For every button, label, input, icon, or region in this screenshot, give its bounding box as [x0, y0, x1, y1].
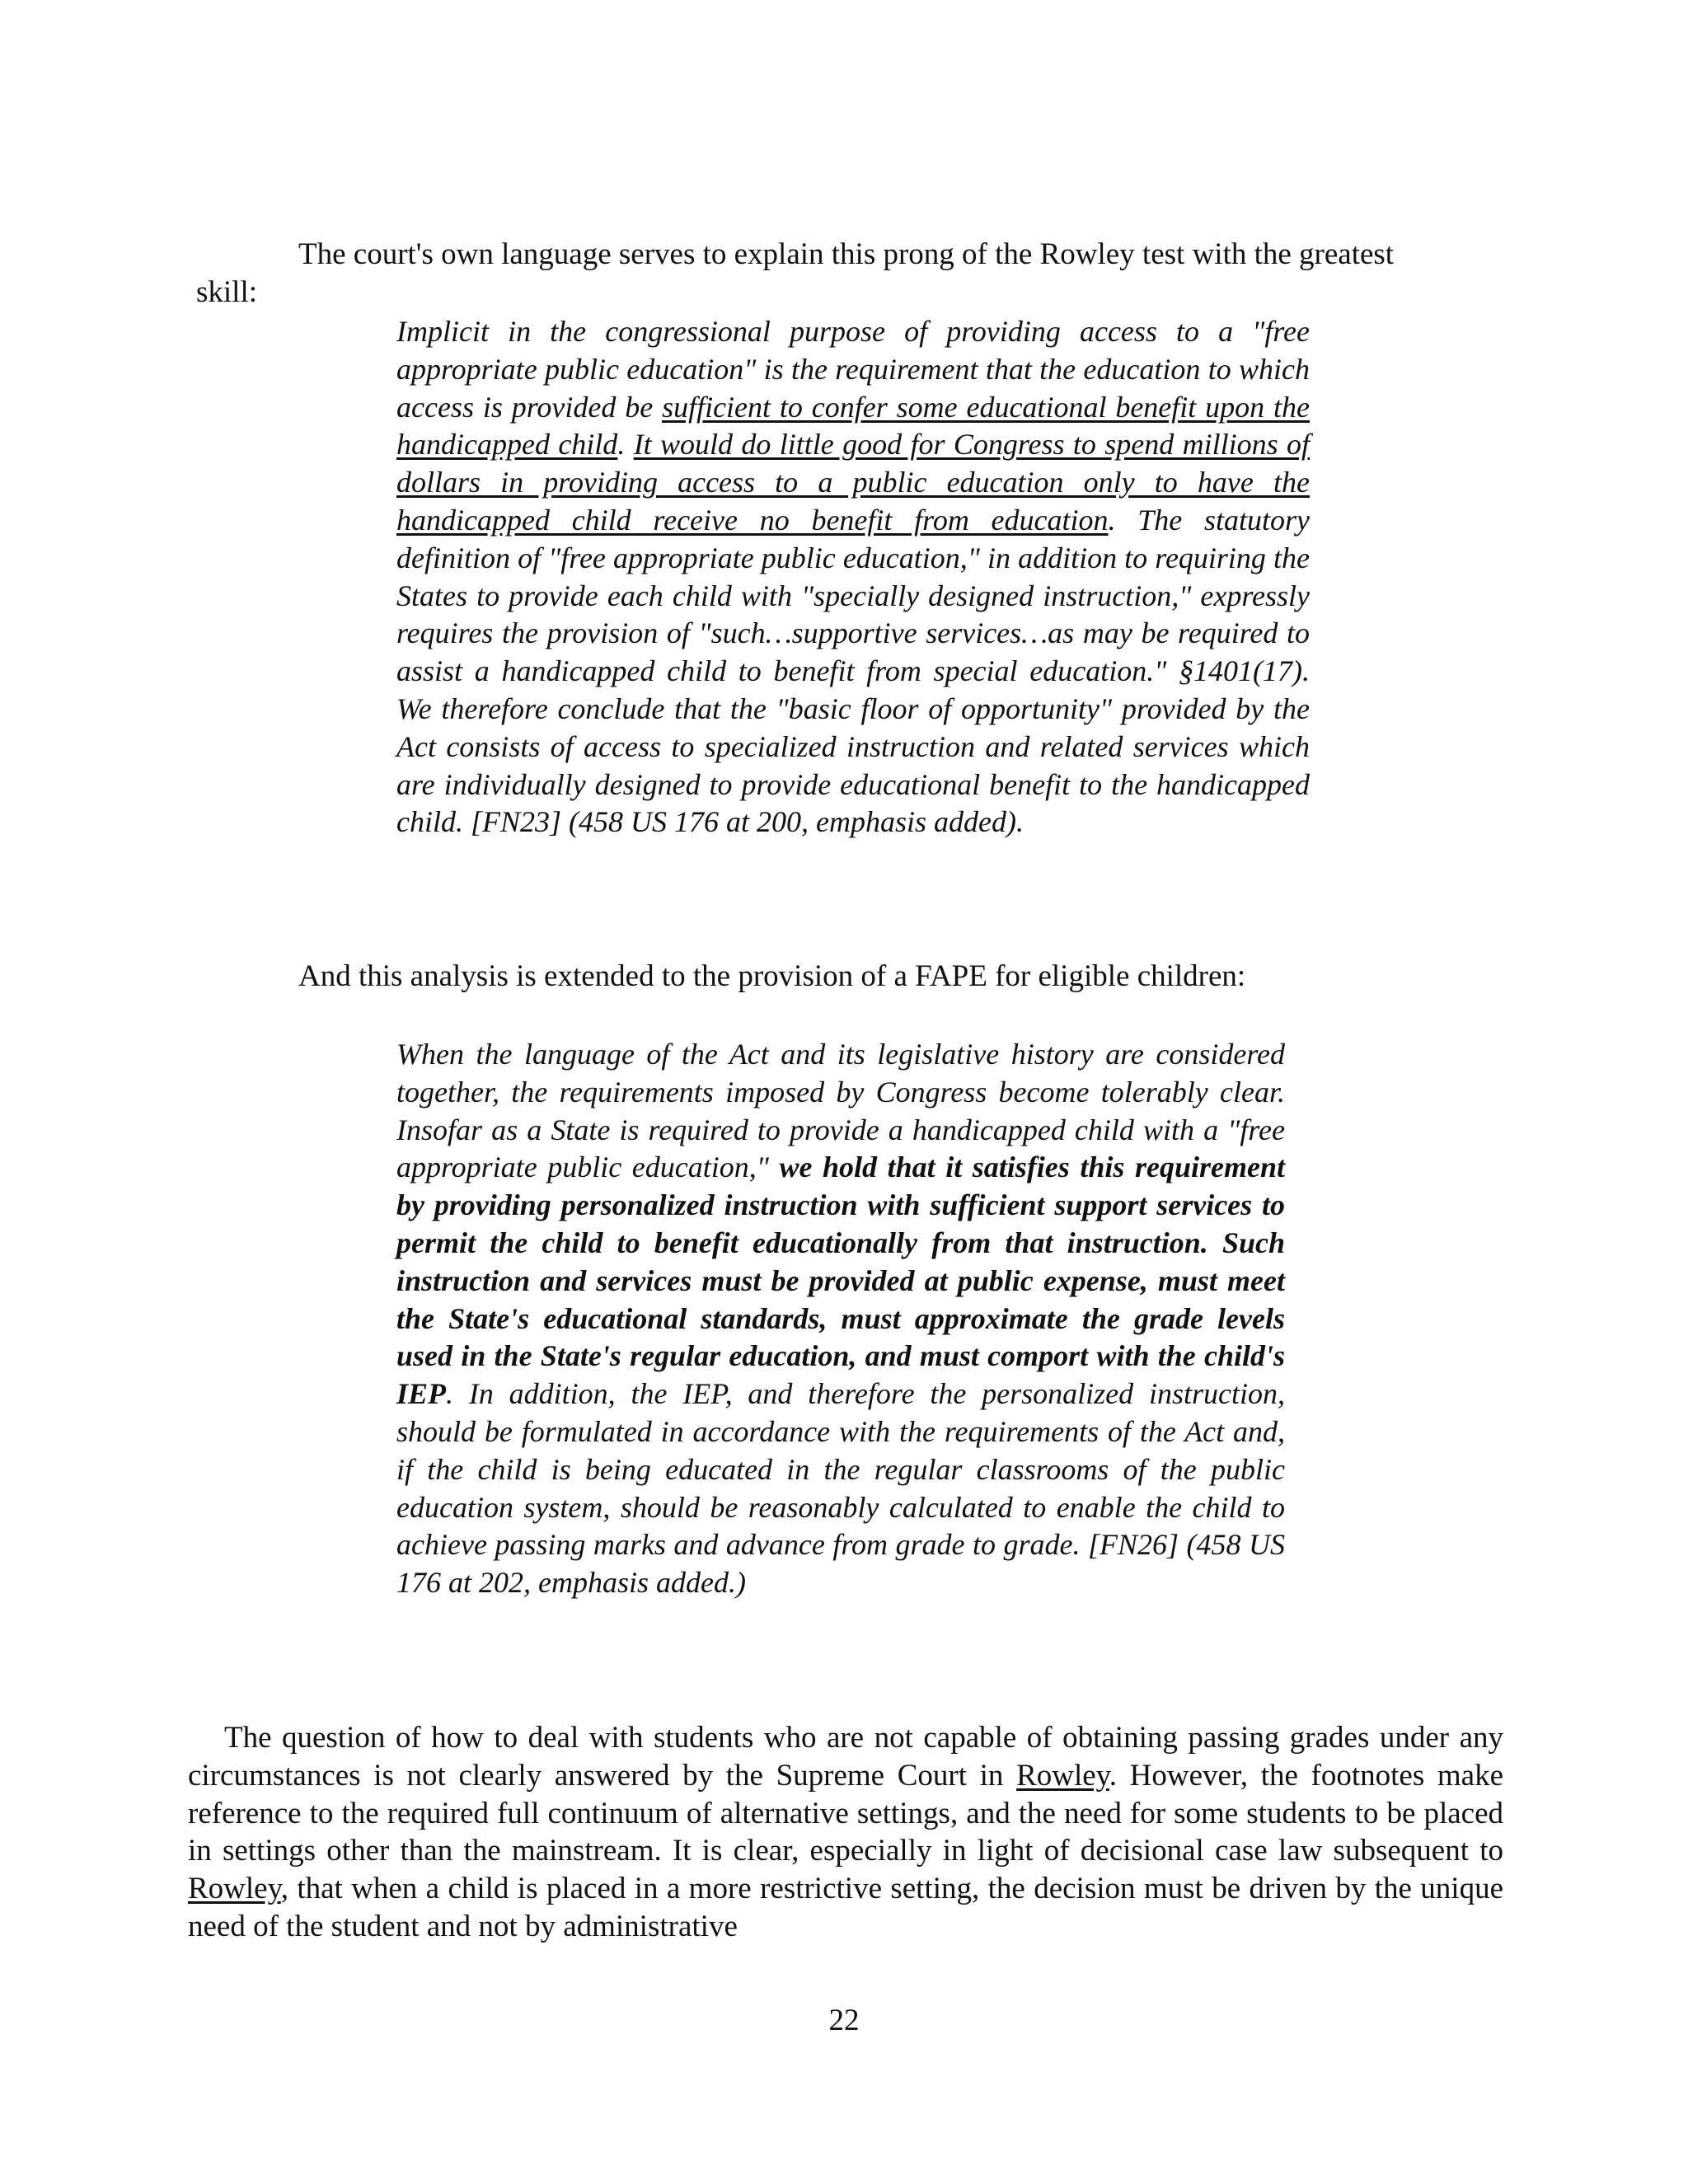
- quote1-text-3: . The statutory definition of "free appropriate public education," in addition to requiring the States to provide each child with "specially designed instruction," expressly requires the provision of "such…supportive services…as may be required to assist a handicapped child to benefit from special education." §1401(17). We therefore conclude that the "basic floor of opportunity" provided by the Act consists of access to specialized instruction and related services which are individually designed to provide educational benefit to the handicapped child. [FN23] (458 US 176 at 200, emphasis added).: [396, 503, 1310, 839]
- intro-line-2: skill:: [196, 274, 258, 309]
- quote1-underlined-1: sufficient to confer some educational benefit upon the handicapped child: [396, 390, 1310, 462]
- closing-paragraph: [188, 1719, 1503, 1946]
- case-name-rowley-1: Rowley: [1016, 1758, 1109, 1793]
- closing-text-1: The question of how to deal with students who are not capable of obtaining passing grades under any circumstances is not clearly answered by the Supreme Court in: [188, 1721, 1503, 1793]
- quote1-underlined-2: It would do little good for Congress to spend millions of dollars in providing access to a public education only to have the handicapped child receive no benefit from education: [396, 428, 1311, 537]
- quote1-text-1: Implicit in the congressional purpose of providing access to a "free appropriate public education" is the requirement that the education to which access is provided be: [396, 315, 1310, 424]
- quote2-text-2: . In addition, the IEP, and therefore the personalized instruction, should be formulated in accordance with the requirements of the Act and, if the child is being educated in the regular classrooms of the public education system, should be reasonably calculated to enable the child to achieve passing marks and advance from grade to grade. [FN26] (458 US 176 at 202, emphasis added.): [396, 1377, 1285, 1600]
- case-name-rowley-2: Rowley: [188, 1872, 281, 1906]
- intro-paragraph: [188, 236, 1503, 312]
- lead-in-paragraph: And this analysis is extended to the provision of a FAPE for eligible children:: [298, 959, 1246, 993]
- block-quote-2: [396, 1036, 1285, 1602]
- block-quote-1: [396, 313, 1310, 841]
- page-number: 22: [828, 2004, 860, 2037]
- intro-line-1: The court's own language serves to explain this prong of the Rowley test with the greatest: [298, 237, 1395, 271]
- closing-text-3: , that when a child is placed in a more restrictive setting, the decision must be driven by the unique need of the student and not by administrative: [188, 1872, 1503, 1943]
- quote2-text-1: When the language of the Act and its legislative history are considered together, the requirements imposed by Congress become tolerably clear. Insofar as a State is required to provide a handicapped child with a "free appropriate public education,": [396, 1038, 1285, 1184]
- quote1-text-2: .: [617, 428, 634, 462]
- closing-text-2: . However, the footnotes make reference to the required full continuum of alternative settings, and the need for some students to be placed in settings other than the mainstream. It is clear, especially in light of decisional case law subsequent to: [188, 1758, 1503, 1868]
- quote2-bold-holding: we hold that it satisfies this requirement by providing personalized instruction with sufficient support services to permit the child to benefit educationally from that instruction. Such instruction and services must be provided at public expense, must meet the State's educational standards, must approximate the grade levels used in the State's regular education, and must comport with the child's IEP: [396, 1151, 1285, 1411]
